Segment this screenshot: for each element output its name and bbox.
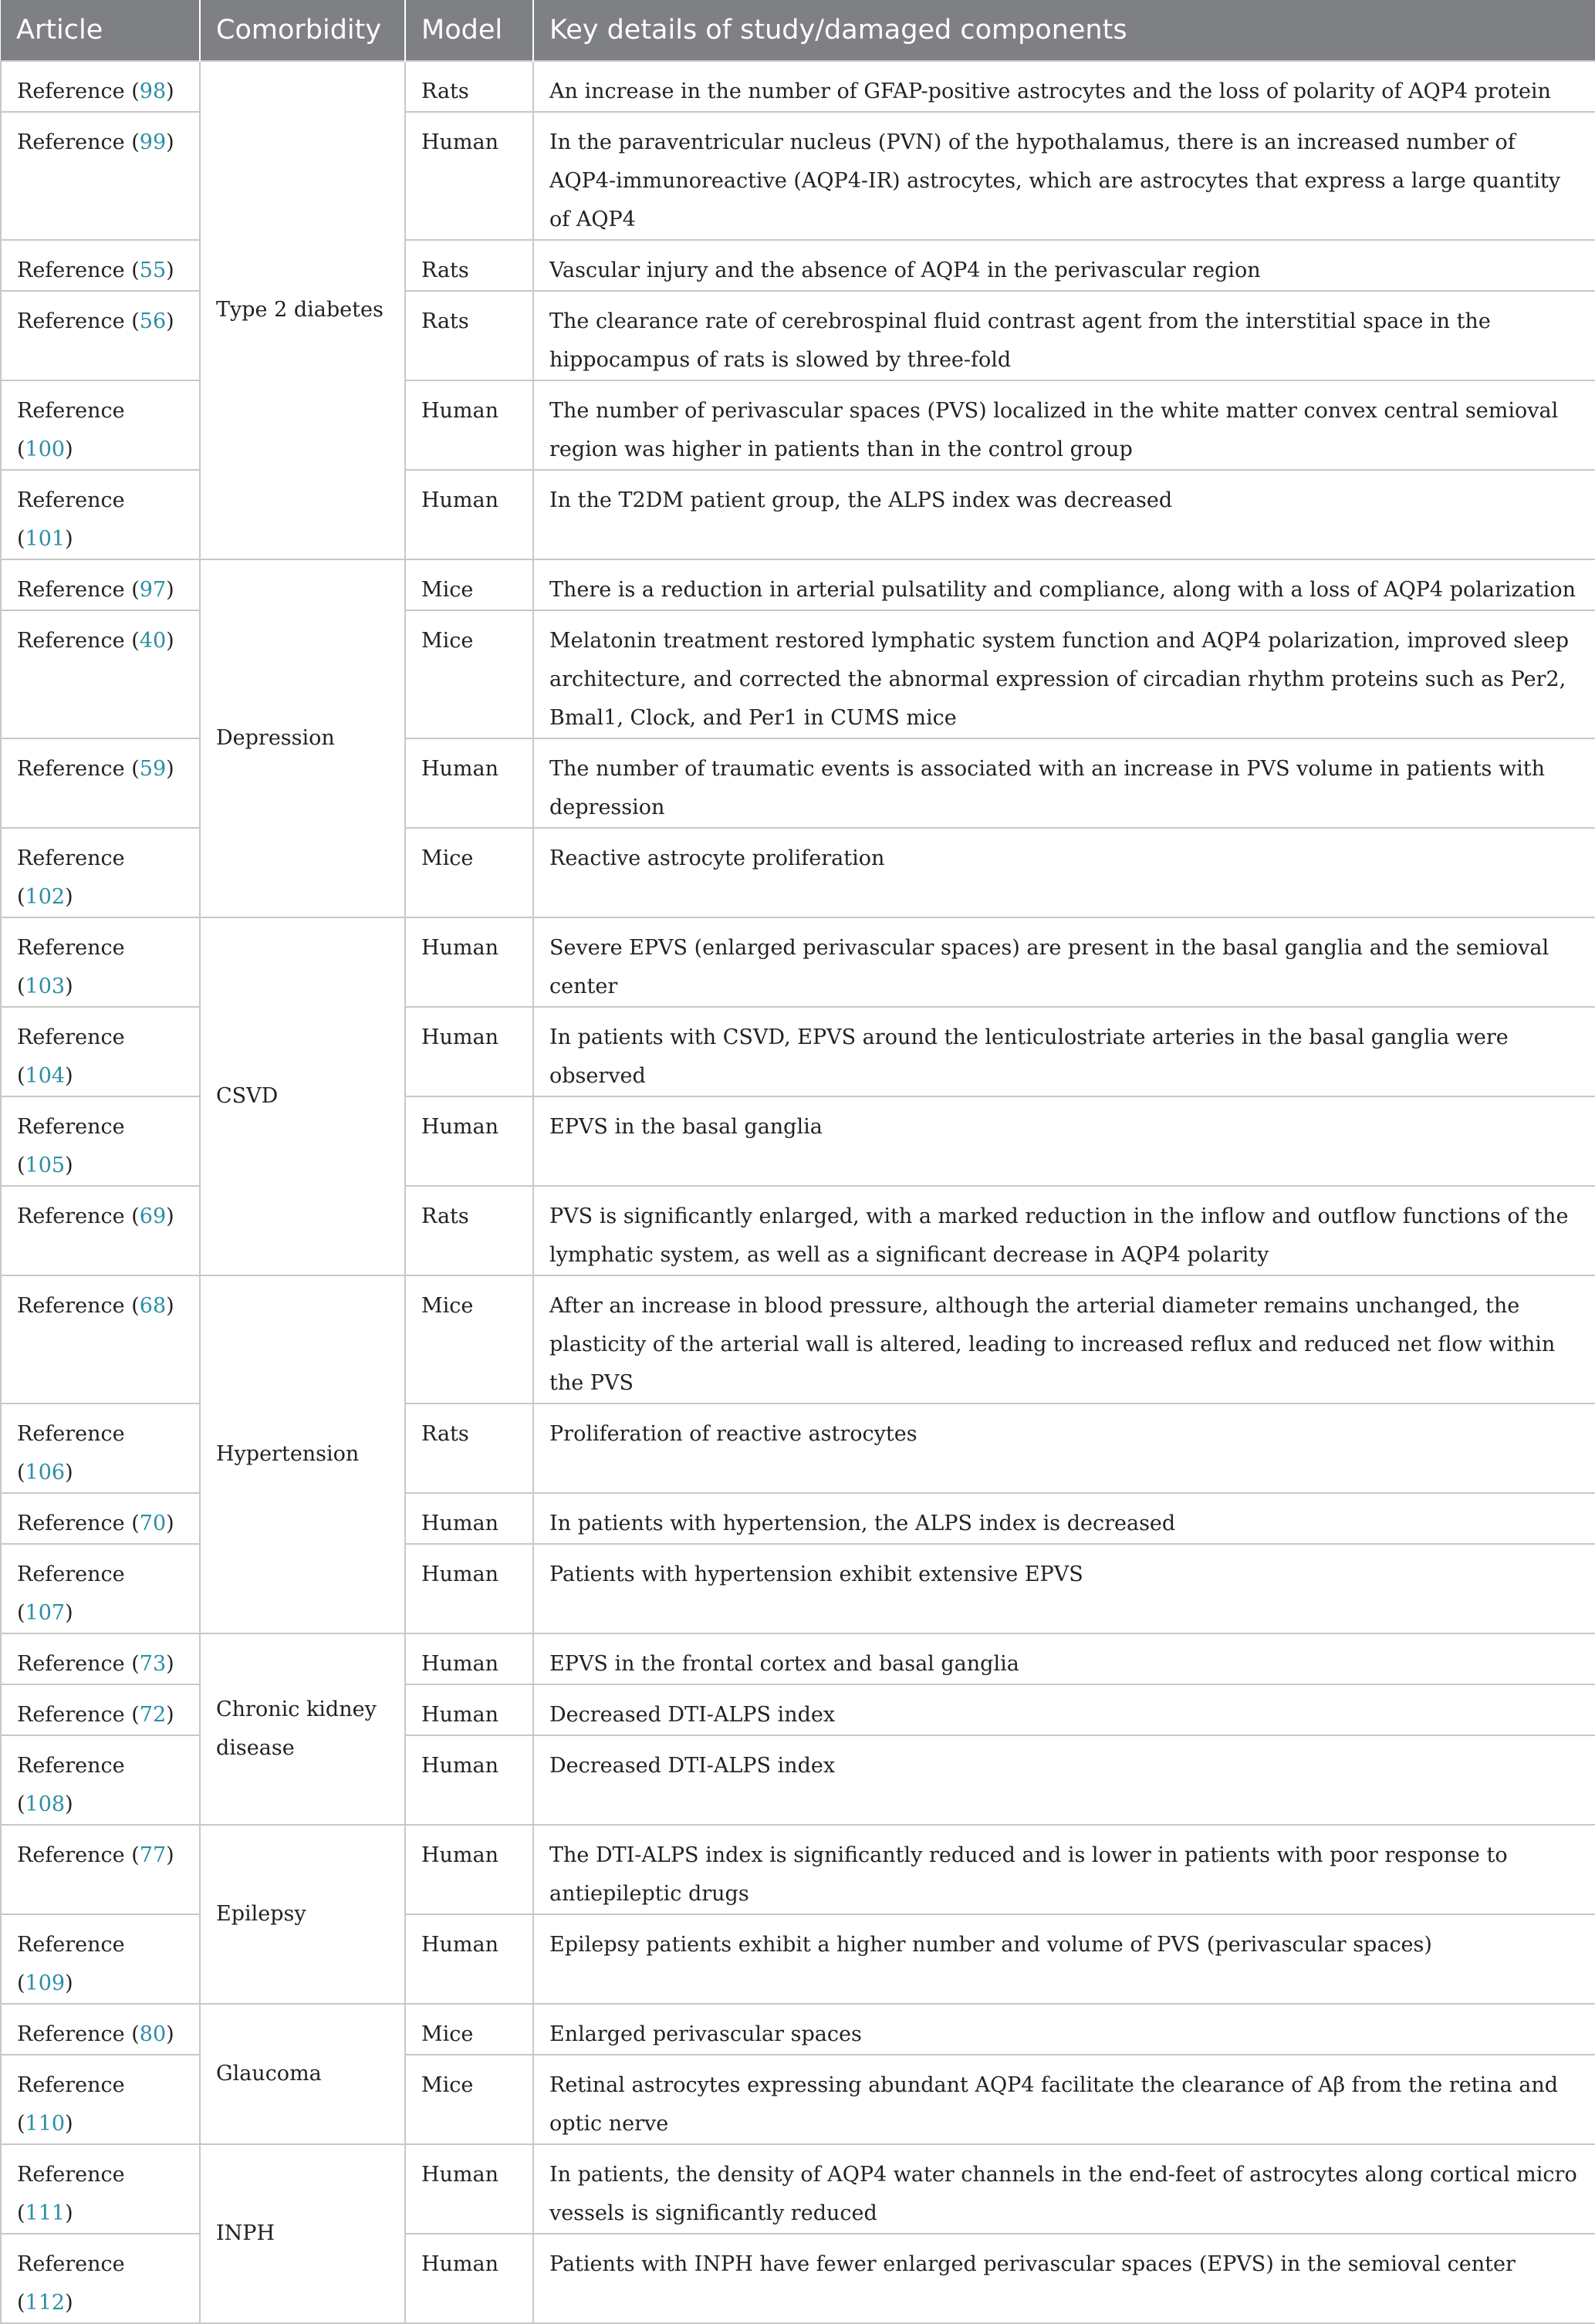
article-cell: Reference (72) <box>1 1684 200 1735</box>
model-cell: Mice <box>405 1275 533 1404</box>
model-cell: Mice <box>405 2004 533 2055</box>
reference-prefix: Reference <box>17 488 125 512</box>
comorbidity-cell: Type 2 diabetes <box>200 61 405 559</box>
reference-link[interactable]: 101 <box>25 527 66 551</box>
details-cell: Enlarged perivascular spaces <box>533 2004 1595 2055</box>
article-cell: Reference (107) <box>1 1544 200 1633</box>
reference-prefix: Reference <box>17 1703 125 1727</box>
model-cell: Human <box>405 470 533 559</box>
article-cell: Reference (98) <box>1 61 200 112</box>
reference-link[interactable]: 108 <box>25 1792 66 1816</box>
table-row <box>1 917 1595 1007</box>
reference-prefix: Reference <box>17 846 125 870</box>
reference-prefix: Reference <box>17 1294 125 1318</box>
comorbidity-cell: Depression <box>200 559 405 917</box>
article-cell: Reference (59) <box>1 738 200 828</box>
article-cell: Reference (77) <box>1 1825 200 1914</box>
header-row <box>1 0 1595 61</box>
article-cell: Reference (69) <box>1 1186 200 1275</box>
reference-link[interactable]: 59 <box>139 757 167 781</box>
details-cell: In the T2DM patient group, the ALPS index was decreased <box>533 470 1595 559</box>
model-cell: Human <box>405 917 533 1007</box>
reference-link[interactable]: 73 <box>139 1652 167 1676</box>
model-cell: Human <box>405 2234 533 2323</box>
details-cell: Epilepsy patients exhibit a higher number and volume of PVS (perivascular spaces) <box>533 1914 1595 2004</box>
comorbidity-cell: Epilepsy <box>200 1825 405 2004</box>
reference-prefix: Reference <box>17 1652 125 1676</box>
article-cell: Reference (105) <box>1 1096 200 1186</box>
model-cell: Human <box>405 738 533 828</box>
table-body <box>1 61 1595 2323</box>
details-cell: Patients with INPH have fewer enlarged perivascular spaces (EPVS) in the semioval center <box>533 2234 1595 2323</box>
model-cell: Rats <box>405 1186 533 1275</box>
reference-prefix: Reference <box>17 2252 125 2276</box>
comorbidity-cell: Hypertension <box>200 1275 405 1633</box>
reference-link[interactable]: 40 <box>139 629 167 653</box>
reference-link[interactable]: 55 <box>139 258 167 282</box>
table-row <box>1 2144 1595 2234</box>
article-cell: Reference (110) <box>1 2055 200 2144</box>
reference-prefix: Reference <box>17 1933 125 1957</box>
reference-link[interactable]: 102 <box>25 885 66 909</box>
article-cell: Reference (97) <box>1 559 200 610</box>
reference-prefix: Reference <box>17 578 125 602</box>
details-cell: The number of traumatic events is associated with an increase in PVS volume in patients with depression <box>533 738 1595 828</box>
model-cell: Mice <box>405 828 533 917</box>
reference-prefix: Reference <box>17 2022 125 2046</box>
header-article: Article <box>1 0 200 61</box>
article-cell: Reference (100) <box>1 380 200 470</box>
article-cell: Reference (101) <box>1 470 200 559</box>
article-cell: Reference (108) <box>1 1735 200 1825</box>
details-cell: The DTI-ALPS index is significantly reduced and is lower in patients with poor response to antiepileptic drugs <box>533 1825 1595 1914</box>
reference-link[interactable]: 69 <box>139 1204 167 1228</box>
details-cell: In the paraventricular nucleus (PVN) of the hypothalamus, there is an increased number of AQP4-immunoreactive (AQP4-IR) astrocytes, which are astrocytes that express a large quantity of AQP4 <box>533 112 1595 240</box>
details-cell: In patients, the density of AQP4 water channels in the end-feet of astrocytes along cortical micro vessels is significantly reduced <box>533 2144 1595 2234</box>
comorbidity-cell: INPH <box>200 2144 405 2323</box>
reference-prefix: Reference <box>17 399 125 423</box>
reference-link[interactable]: 103 <box>25 975 66 998</box>
reference-prefix: Reference <box>17 2163 125 2187</box>
reference-prefix: Reference <box>17 1843 125 1867</box>
model-cell: Human <box>405 380 533 470</box>
reference-prefix: Reference <box>17 130 125 154</box>
details-cell: After an increase in blood pressure, although the arterial diameter remains unchanged, the plasticity of the arterial wall is altered, leading to increased reflux and reduced net flow within the PVS <box>533 1275 1595 1404</box>
model-cell: Human <box>405 1493 533 1544</box>
article-cell: Reference (99) <box>1 112 200 240</box>
reference-link[interactable]: 106 <box>25 1461 66 1485</box>
details-cell: EPVS in the basal ganglia <box>533 1096 1595 1186</box>
reference-link[interactable]: 105 <box>25 1154 66 1177</box>
model-cell: Mice <box>405 2055 533 2144</box>
details-cell: PVS is significantly enlarged, with a marked reduction in the inflow and outflow functions of the lymphatic system, as well as a significant decrease in AQP4 polarity <box>533 1186 1595 1275</box>
model-cell: Human <box>405 112 533 240</box>
reference-link[interactable]: 109 <box>25 1971 66 1995</box>
model-cell: Mice <box>405 610 533 738</box>
article-cell: Reference (106) <box>1 1404 200 1493</box>
comorbidity-cell: Chronic kidney disease <box>200 1633 405 1825</box>
details-cell: In patients with hypertension, the ALPS index is decreased <box>533 1493 1595 1544</box>
model-cell: Rats <box>405 1404 533 1493</box>
reference-link[interactable]: 97 <box>139 578 167 602</box>
table-row <box>1 1275 1595 1404</box>
model-cell: Mice <box>405 559 533 610</box>
table-row <box>1 1633 1595 1684</box>
details-cell: There is a reduction in arterial pulsatility and compliance, along with a loss of AQP4 polarization <box>533 559 1595 610</box>
table-row <box>1 1825 1595 1914</box>
article-cell: Reference (40) <box>1 610 200 738</box>
article-cell: Reference (56) <box>1 291 200 380</box>
details-cell: Patients with hypertension exhibit extensive EPVS <box>533 1544 1595 1633</box>
reference-prefix: Reference <box>17 1512 125 1535</box>
reference-prefix: Reference <box>17 2073 125 2097</box>
model-cell: Human <box>405 1544 533 1633</box>
comorbidity-cell: Glaucoma <box>200 2004 405 2144</box>
model-cell: Human <box>405 1007 533 1096</box>
reference-link[interactable]: 77 <box>139 1843 167 1867</box>
model-cell: Human <box>405 1735 533 1825</box>
details-cell: Retinal astrocytes expressing abundant AQP4 facilitate the clearance of Aβ from the retina and optic nerve <box>533 2055 1595 2144</box>
model-cell: Human <box>405 1096 533 1186</box>
reference-prefix: Reference <box>17 1025 125 1049</box>
reference-prefix: Reference <box>17 936 125 960</box>
table-row <box>1 61 1595 112</box>
reference-link[interactable]: 70 <box>139 1512 167 1535</box>
details-cell: In patients with CSVD, EPVS around the lenticulostriate arteries in the basal ganglia were observed <box>533 1007 1595 1096</box>
reference-link[interactable]: 99 <box>139 130 167 154</box>
model-cell: Human <box>405 2144 533 2234</box>
model-cell: Human <box>405 1684 533 1735</box>
article-cell: Reference (68) <box>1 1275 200 1404</box>
reference-prefix: Reference <box>17 1422 125 1446</box>
model-cell: Rats <box>405 240 533 291</box>
reference-prefix: Reference <box>17 1754 125 1778</box>
table-header <box>1 0 1595 61</box>
article-cell: Reference (73) <box>1 1633 200 1684</box>
article-cell: Reference (103) <box>1 917 200 1007</box>
reference-prefix: Reference <box>17 757 125 781</box>
reference-link[interactable]: 104 <box>25 1064 66 1088</box>
details-cell: The number of perivascular spaces (PVS) localized in the white matter convex central semioval region was higher in patients than in the control group <box>533 380 1595 470</box>
details-cell: Vascular injury and the absence of AQP4 in the perivascular region <box>533 240 1595 291</box>
article-cell: Reference (70) <box>1 1493 200 1544</box>
reference-prefix: Reference <box>17 309 125 333</box>
details-cell: Decreased DTI-ALPS index <box>533 1735 1595 1825</box>
model-cell: Rats <box>405 61 533 112</box>
reference-link[interactable]: 98 <box>139 79 167 103</box>
article-cell: Reference (111) <box>1 2144 200 2234</box>
details-cell: Reactive astrocyte proliferation <box>533 828 1595 917</box>
reference-prefix: Reference <box>17 629 125 653</box>
table-row <box>1 2004 1595 2055</box>
reference-link[interactable]: 110 <box>25 2112 66 2136</box>
reference-prefix: Reference <box>17 1115 125 1139</box>
article-cell: Reference (109) <box>1 1914 200 2004</box>
reference-prefix: Reference <box>17 79 125 103</box>
table-row <box>1 559 1595 610</box>
article-cell: Reference (80) <box>1 2004 200 2055</box>
reference-prefix: Reference <box>17 1204 125 1228</box>
header-details: Key details of study/damaged components <box>533 0 1595 61</box>
details-cell: Decreased DTI-ALPS index <box>533 1684 1595 1735</box>
details-cell: Proliferation of reactive astrocytes <box>533 1404 1595 1493</box>
reference-prefix: Reference <box>17 1562 125 1586</box>
article-cell: Reference (55) <box>1 240 200 291</box>
model-cell: Human <box>405 1914 533 2004</box>
reference-link[interactable]: 100 <box>25 437 66 461</box>
header-model: Model <box>405 0 533 61</box>
details-cell: An increase in the number of GFAP-positive astrocytes and the loss of polarity of AQP4 protein <box>533 61 1595 112</box>
reference-link[interactable]: 80 <box>139 2022 167 2046</box>
details-cell: EPVS in the frontal cortex and basal ganglia <box>533 1633 1595 1684</box>
details-cell: Melatonin treatment restored lymphatic system function and AQP4 polarization, improved sleep architecture, and corrected the abnormal expression of circadian rhythm proteins such as Per2, Bmal1, Clock, and Per1 in CUMS mice <box>533 610 1595 738</box>
comorbidity-cell: CSVD <box>200 917 405 1275</box>
model-cell: Rats <box>405 291 533 380</box>
header-comorbidity: Comorbidity <box>200 0 405 61</box>
reference-link[interactable]: 111 <box>25 2201 66 2225</box>
reference-prefix: Reference <box>17 258 125 282</box>
reference-link[interactable]: 68 <box>139 1294 167 1318</box>
reference-link[interactable]: 107 <box>25 1601 66 1625</box>
article-cell: Reference (112) <box>1 2234 200 2323</box>
model-cell: Human <box>405 1633 533 1684</box>
details-cell: The clearance rate of cerebrospinal fluid contrast agent from the interstitial space in the hippocampus of rats is slowed by three-fold <box>533 291 1595 380</box>
model-cell: Human <box>405 1825 533 1914</box>
reference-link[interactable]: 112 <box>25 2291 66 2315</box>
details-cell: Severe EPVS (enlarged perivascular spaces) are present in the basal ganglia and the semioval center <box>533 917 1595 1007</box>
article-cell: Reference (102) <box>1 828 200 917</box>
reference-link[interactable]: 72 <box>139 1703 167 1727</box>
article-cell: Reference (104) <box>1 1007 200 1096</box>
reference-link[interactable]: 56 <box>139 309 167 333</box>
